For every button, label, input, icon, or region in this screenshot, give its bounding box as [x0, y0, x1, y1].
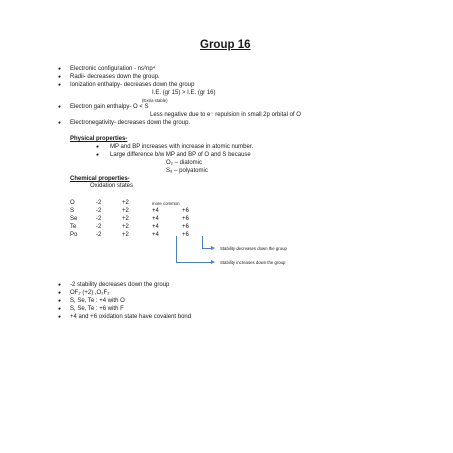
oxidation-state: +4	[152, 232, 159, 238]
bullet-dot: ●	[58, 290, 62, 296]
oxidation-state: +2	[122, 200, 129, 206]
bullet-dot: ●	[58, 104, 62, 110]
oxidation-states-heading: Oxidation states	[90, 183, 134, 189]
physical-properties-heading: Physical properties-	[70, 136, 128, 142]
bullet-dot: ●	[58, 282, 62, 288]
element-symbol: Po	[70, 232, 78, 238]
chemical-properties-heading: Chemical properties-	[70, 176, 130, 182]
oxidation-state: +6	[182, 216, 189, 222]
oxidation-state: -2	[96, 208, 102, 214]
arrow2-head-icon	[211, 260, 215, 264]
ie-comparison: I.E. (gr 15) > I.E. (gr 16)	[152, 90, 216, 96]
physical-bullet-difference: Large difference b/w MP and BP of O and S because	[110, 152, 251, 158]
bullet-dot: ●	[96, 152, 100, 158]
bullet-dot: ●	[58, 306, 62, 312]
oxidation-state: +2	[122, 208, 129, 214]
element-symbol: Te	[70, 224, 77, 230]
oxidation-state: -2	[96, 216, 102, 222]
oxidation-state: +2	[122, 216, 129, 222]
ionization-enthalpy: Ionization enthalpy- decreases down the group	[70, 82, 195, 88]
oxidation-state: +6	[182, 232, 189, 238]
oxidation-state: +6	[182, 224, 189, 230]
electronic-configuration: Electronic configuration - ns²np⁴	[70, 66, 156, 72]
bullet-dot: ●	[58, 298, 62, 304]
oxidation-state: +2	[122, 232, 129, 238]
oxidation-state: -2	[96, 224, 102, 230]
arrow1-head-icon	[211, 246, 215, 250]
s8-polyatomic: S₈ – polyatomic	[166, 168, 208, 174]
bullet-dot: ●	[58, 120, 62, 126]
bullet-dot: ●	[58, 66, 62, 72]
bottom-bullet: OF₂ (+2) ,O₂F₂	[70, 290, 110, 296]
element-symbol: O	[70, 200, 75, 206]
arrow2-horizontal	[176, 262, 212, 263]
o2-diatomic: O₂ – diatomic	[166, 160, 203, 166]
bottom-bullet: S, Se, Te : +4 with O	[70, 298, 125, 304]
oxidation-state: +4	[152, 208, 159, 214]
oxidation-state: +6	[182, 208, 189, 214]
bullet-dot: ●	[58, 74, 62, 80]
bottom-bullet: +4 and +6 oxidation state have covalent bond	[70, 314, 192, 320]
electronegativity: Electronegativity- decreases down the group.	[70, 120, 191, 126]
bullet-dot: ●	[96, 144, 100, 150]
oxidation-state: +4	[152, 216, 159, 222]
bullet-dot: ●	[58, 82, 62, 88]
bottom-bullet: S, Se, Te : +6 with F	[70, 306, 124, 312]
element-symbol: Se	[70, 216, 78, 222]
radii-line: Radii- decreases down the group.	[70, 74, 160, 80]
oxidation-state: -2	[96, 200, 102, 206]
arrow2-label: Stability increases down the group	[220, 260, 286, 265]
bottom-bullet: -2 stability decreases down the group	[70, 282, 170, 288]
more-common-label: more common	[152, 201, 180, 206]
ie-note: (Extra stable)	[142, 98, 168, 103]
arrow2-vertical	[176, 236, 177, 263]
oxidation-state: +2	[122, 224, 129, 230]
electron-gain-enthalpy: Electron gain enthalpy- O < S	[70, 104, 149, 110]
oxidation-state: -2	[96, 232, 102, 238]
electron-gain-note: Less negative due to e⁻ repulsion in small 2p orbital of O	[150, 112, 301, 118]
physical-bullet-mp-bp: MP and BP increases with increase in atomic number.	[110, 144, 254, 150]
bullet-dot: ●	[58, 314, 62, 320]
arrow1-label: Stability decreases down the group	[220, 246, 287, 251]
page-title: Group 16	[200, 39, 251, 51]
oxidation-state: +4	[152, 224, 159, 230]
element-symbol: S	[70, 208, 75, 214]
